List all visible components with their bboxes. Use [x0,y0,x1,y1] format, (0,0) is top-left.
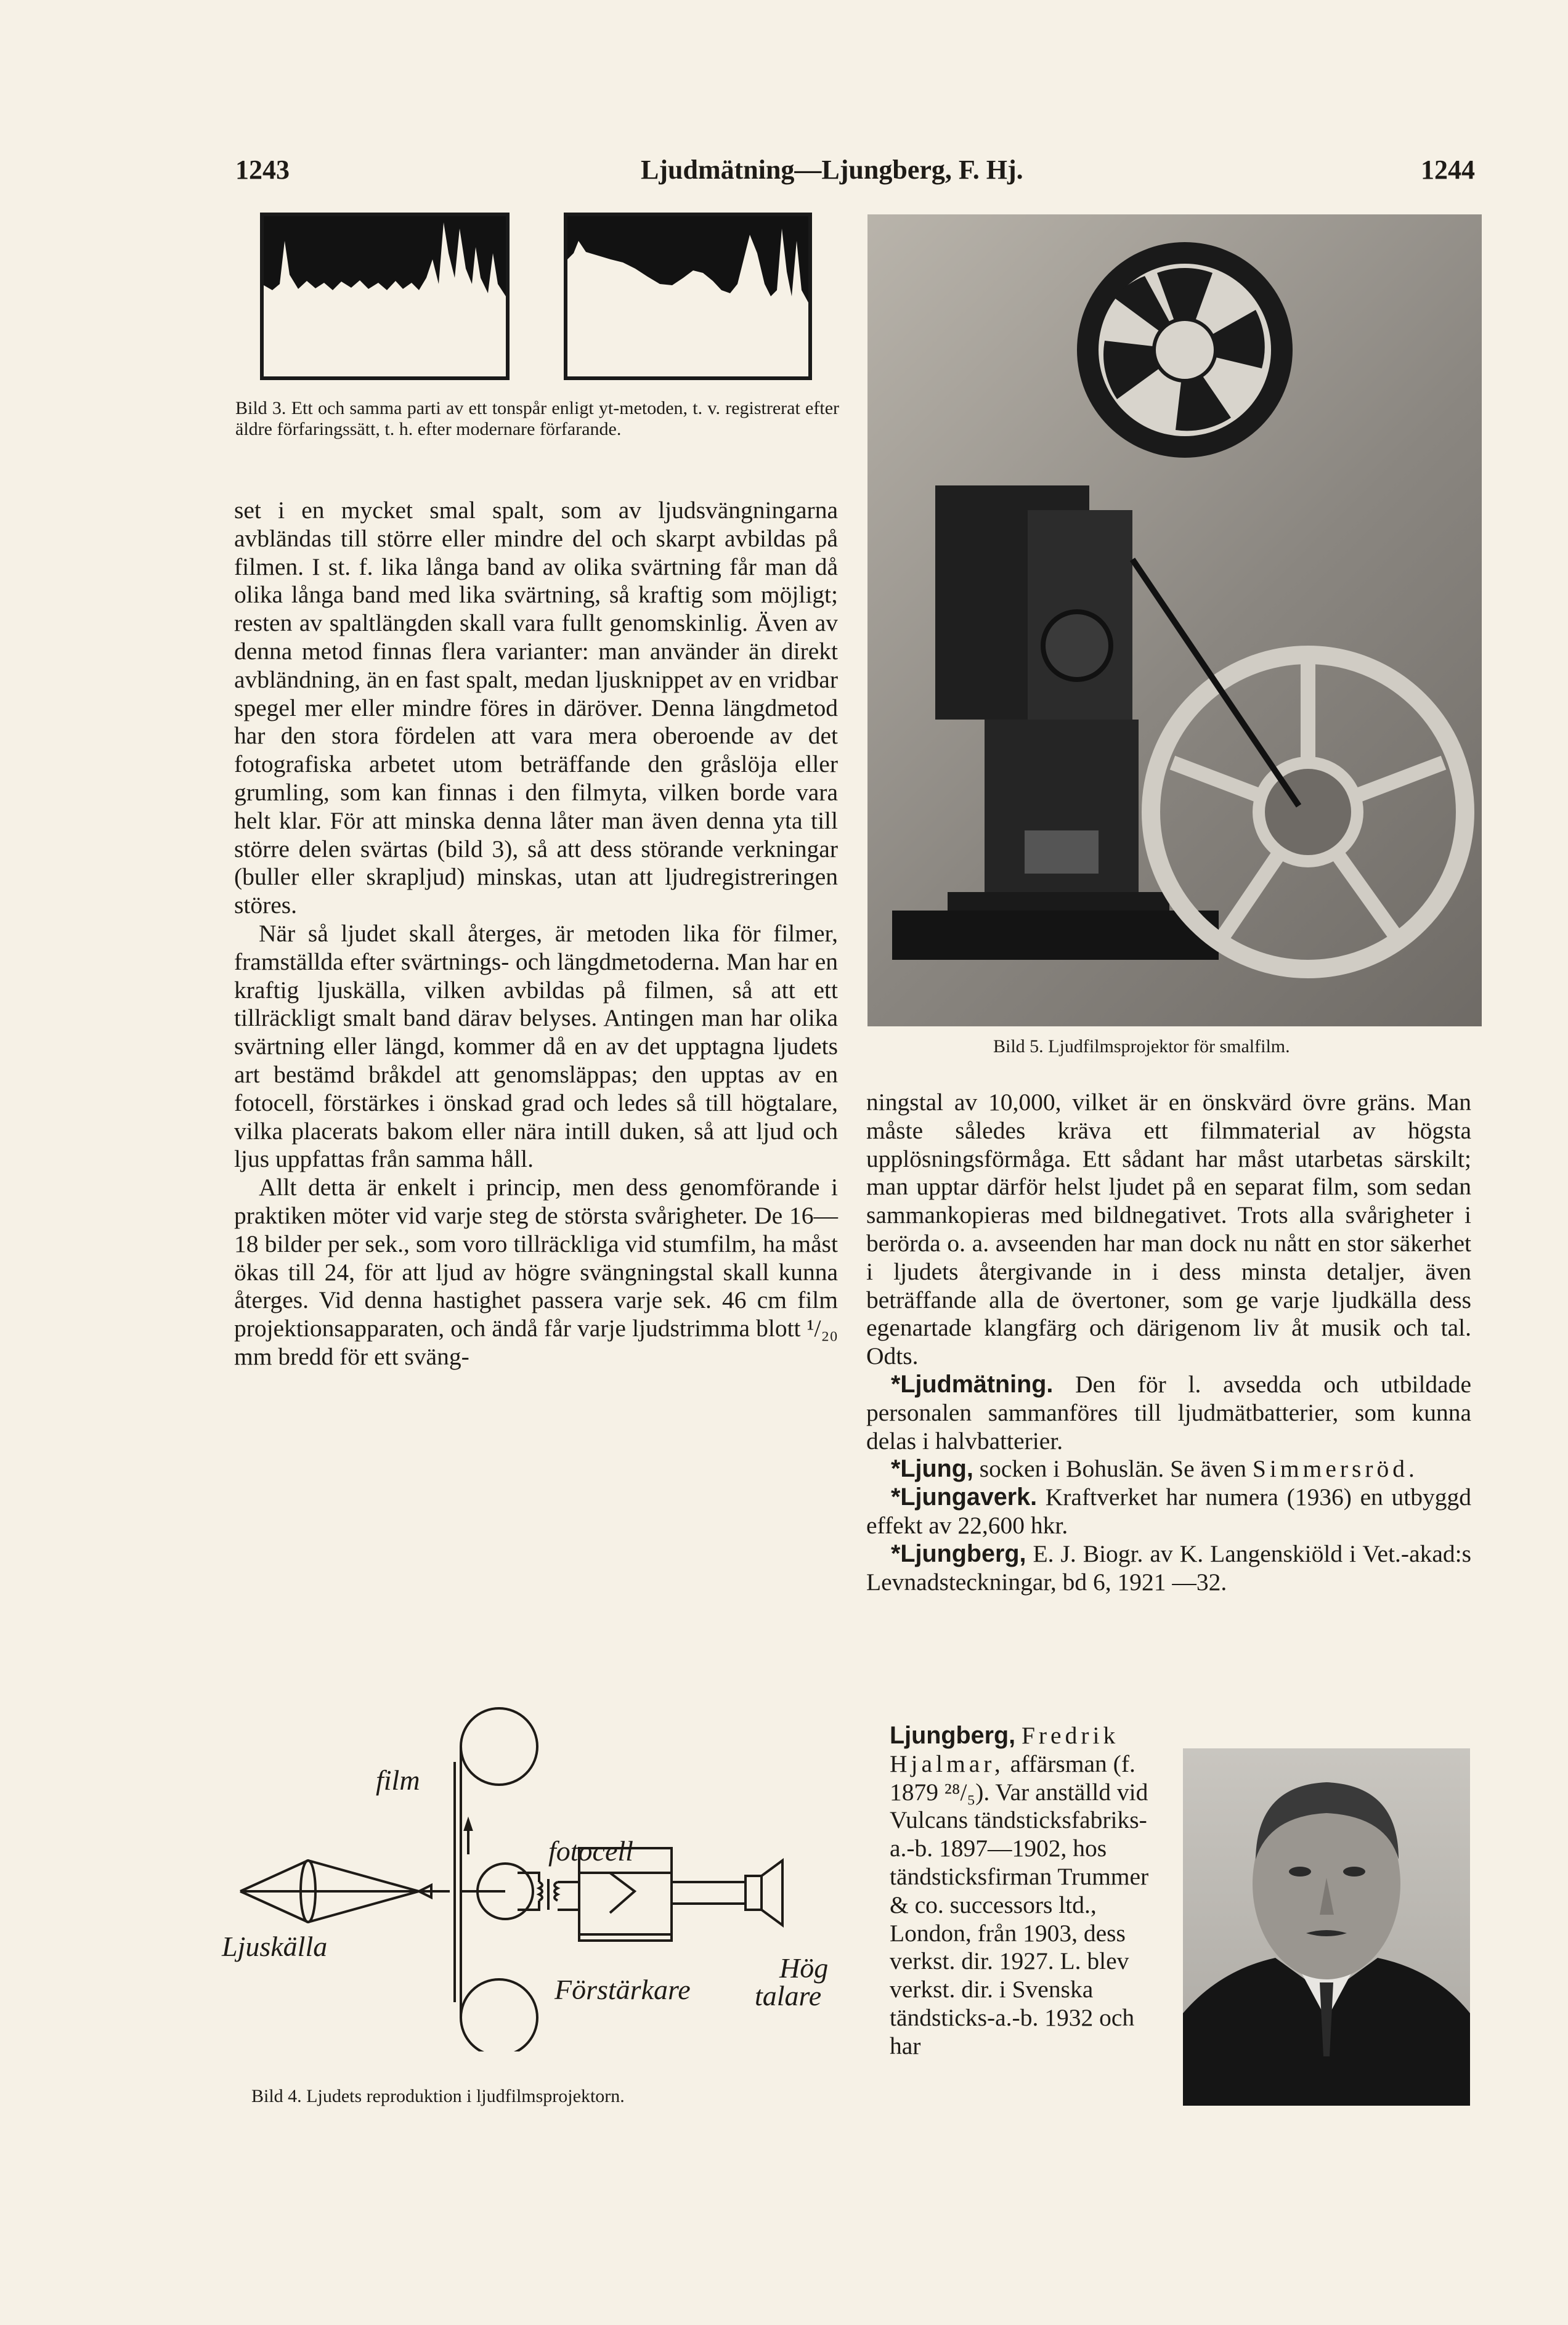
figure-5-caption: Bild 5. Ljudfilmsprojektor för smalfilm. [993,1036,1290,1057]
entry-ljungberg-fh-text: affärsman (f. 1879 ²⁸/₅). Var anställd vid Vulcans tändsticksfabriks-a.-b. 1897—1902, hos tändsticksfirman Trummer & co. successors ltd., London, från 1903, dess verkst. dir. 1927. L. blev verkst. dir. i Svenska tändsticks-a.-b. 1932 och har [890,1750,1149,2059]
entry-ljungberg-ej-head: *Ljungberg, [891,1540,1026,1567]
figure-3-right-panel [564,213,812,380]
page-number-left: 1243 [235,155,290,185]
right-column-text [866,1089,1471,1596]
left-paragraph-1: set i en mycket smal spalt, som av ljudsvängningarna avbländas till större eller mindre del och skarpt avbildas på filmen. I st. f. lika långa band av olika svärtning får man då olika långa band med lika svärtning, så kraftig som möjligt; resten av spaltlängden skall vara fullt genomskinlig. Även av denna metod finnas flera varianter: man använder än direkt avbländning, än en fast spalt, medan ljusknippet av en vridbar spegel mer eller mindre föres in däröver. Denna längdmetod har den stora fördelen att vara mera oberoende av det fotografiska arbetet utom beträffande den gråslöja eller grumling, som kan finnas i den filmyta, vilken borde vara helt klar. För att minska denna låter man även denna yta till större delen svärtas (bild 3), så att dess störande verkningar (buller eller skrapljud) minskas, utan att ljudregistreringen störes. [234,497,838,919]
entry-ljung-text: socken i Bohuslän. Se även [973,1455,1253,1483]
entry-ljudmatning-text: Den för l. avsedda och utbildade personalen sammanföres till ljudmätbatterier, som kunna delas i halvbatterier. [866,1370,1471,1455]
label-ljuskalla: Ljuskälla [222,1931,328,1962]
running-title: Ljudmätning—Ljungberg, F. Hj. [641,155,1023,185]
left-column-text [234,497,838,1371]
label-forstarkare: Förstärkare [554,1974,691,2005]
figure-4-caption: Bild 4. Ljudets reproduktion i ljudfilmsprojektorn. [251,2086,625,2106]
entry-ljung [866,1455,1471,1483]
entry-ljungaverk [866,1483,1471,1540]
entry-ljungaverk-head: *Ljungaverk. [891,1483,1038,1511]
entry-ljungberg-fh [890,1722,1152,2061]
projector-photo [867,214,1482,1026]
label-film: film [376,1764,420,1796]
figure-3-left-panel [260,213,510,380]
label-hog: Hög [779,1952,829,1984]
entry-ljudmatning [866,1371,1471,1455]
upper-reel [461,1708,537,1785]
left-paragraph-3: Allt detta är enkelt i princip, men dess genomförande i praktiken möter vid varje steg de största svårigheter. De 16—18 bilder per sek., som voro tillräckliga vid stumfilm, ha måst ökas till 24, för att ljud av högre svängningstal skall kunna återges. Vid denna hastighet passera varje sek. 46 cm film projektionsapparaten, och ändå får varje ljudstrimma blott ¹/₂₀ mm bredd för ett sväng- [234,1174,838,1370]
entry-ljung-head: *Ljung, [891,1455,973,1483]
figure-3-caption: Bild 3. Ett och samma parti av ett tonspår enligt yt-metoden, t. v. registrerat efter äldre förfaringssätt, t. h. efter modernare förfarande. [235,398,839,439]
entry-ljudmatning-head: *Ljudmätning. [891,1370,1054,1398]
entry-ljungberg-ej-text: E. J. Biogr. av K. Langenskiöld i Vet.-akad:s Levnadsteckningar, bd 6, 1921 —32. [866,1540,1471,1596]
entry-ljungberg-ej [866,1540,1471,1597]
entry-ljungaverk-text: Kraftverket har numera (1936) en utbyggd effekt av 22,600 hkr. [866,1483,1471,1539]
entry-ljungberg-fh-name: Fredrik Hjalmar, [890,1722,1119,1777]
page-number-right: 1244 [1421,155,1475,185]
entry-ljungberg-fh-head: Ljungberg, [890,1722,1016,1749]
right-paragraph-1: ningstal av 10,000, vilket är en önskvärd övre gräns. Man måste således kräva ett filmmaterial av högsta upplösningsförmåga. Ett sådant har måst utarbetas särskilt; man upptar därför helst ljudet på en separat film, som sedan sammankopieras med bildnegativet. Trots alla svårigheter i berörda o. a. avseenden har man dock nu nått en stor säkerhet i ljudets återgivande in i dess minsta detaljer, även beträffande alla de övertoner, som ge varje ljudkälla dess egenartade klangfärg och därigenom liv åt musik och tal. Odts. [866,1089,1471,1370]
label-talare: talare [755,1980,822,2011]
portrait-photo [1183,1748,1470,2106]
figure-4-diagram [203,1706,838,2051]
label-fotocell: fotocell [548,1835,633,1867]
lower-reel [461,1979,537,2051]
entry-ljung-reference: Simmersröd. [1252,1455,1418,1483]
left-paragraph-2: När så ljudet skall återges, är metoden lika för filmer, framställda efter svärtnings- och längdmetoderna. Man har en kraftig ljuskälla, vilken avbildas på filmen, så att ett tillräckligt smalt band därav belyses. Antingen man har olika svärtning eller längd, kommer då en av det upptagna ljudets art bestämd bråkdel att genomsläppas; den upptas av en fotocell, förstärkes i önskad grad och ledes så till högtalare, vilka placerats bakom eller nära intill duken, så att ljud och ljus uppfattas från samma håll. [234,919,838,1173]
